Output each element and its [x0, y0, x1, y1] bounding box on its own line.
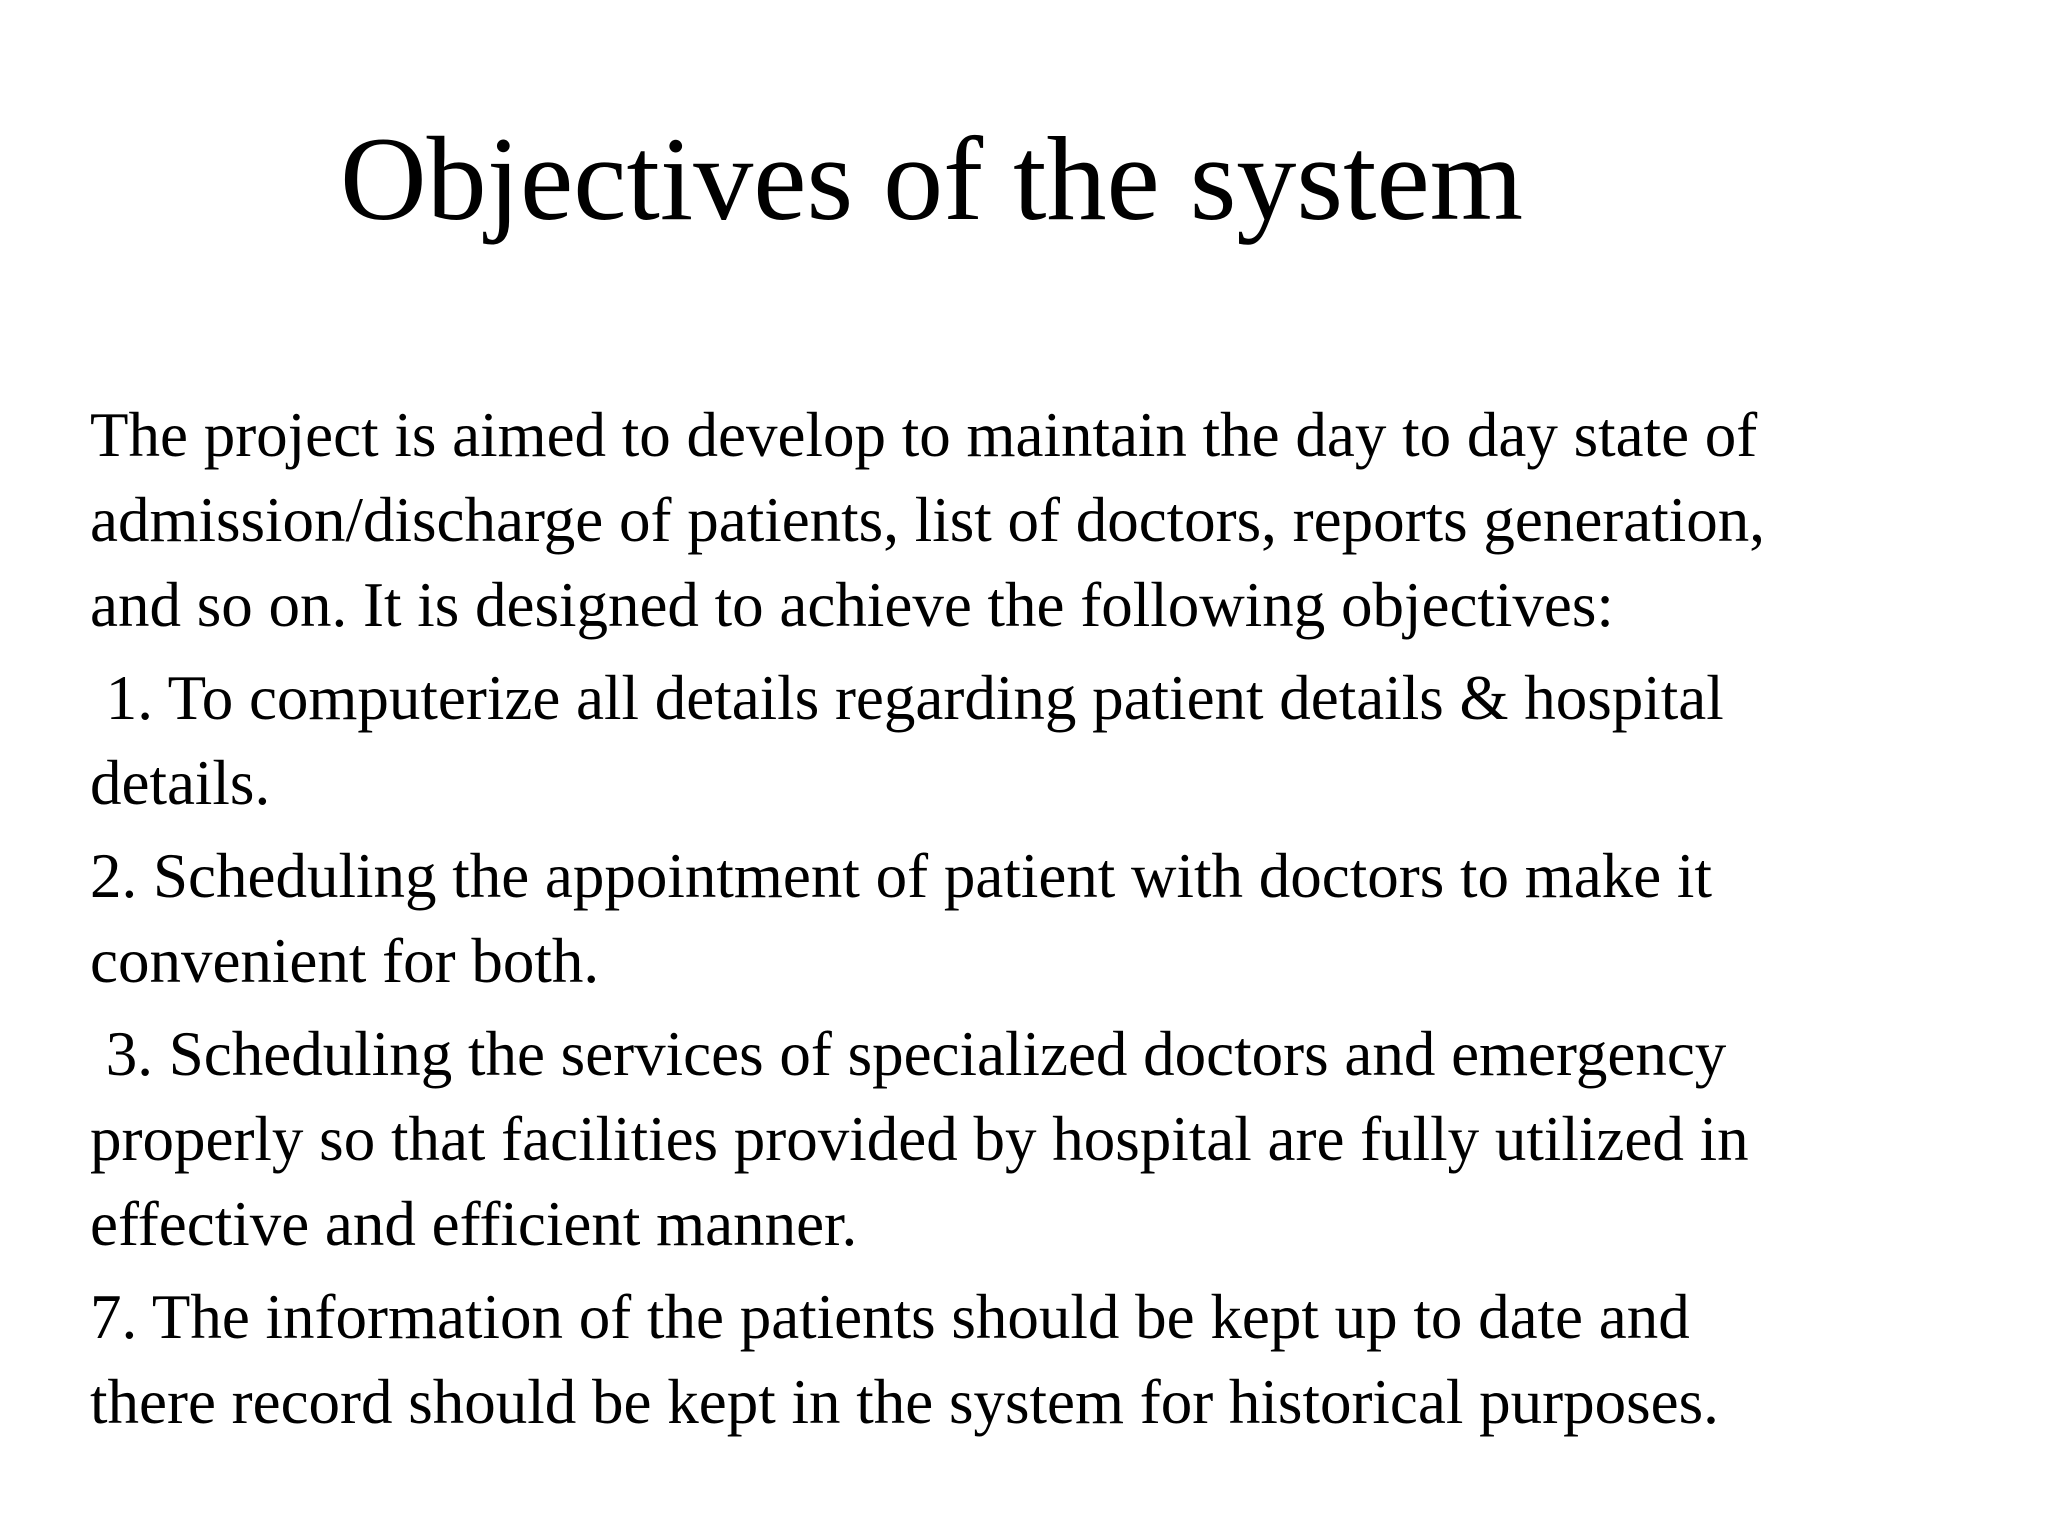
- intro-line: admission/discharge of patients, list of doctors, reports generation,: [90, 485, 1765, 555]
- objective-item-2: [90, 834, 1990, 1004]
- intro-line: and so on. It is designed to achieve the following objectives:: [90, 570, 1614, 640]
- objective-line: there record should be kept in the system for historical purposes.: [90, 1367, 1719, 1437]
- intro-paragraph: [90, 393, 1990, 648]
- objective-item-1: [90, 656, 1990, 826]
- objective-line: 7. The information of the patients should be kept up to date and: [90, 1282, 1690, 1352]
- objective-item-7: [90, 1275, 1990, 1445]
- objective-line: effective and efficient manner.: [90, 1189, 858, 1259]
- objective-line: properly so that facilities provided by hospital are fully utilized in: [90, 1104, 1749, 1174]
- slide-title: Objectives of the system: [340, 112, 1524, 245]
- objective-line: convenient for both.: [90, 926, 600, 996]
- slide-body: [90, 393, 1990, 1453]
- intro-line: The project is aimed to develop to maintain the day to day state of: [90, 400, 1758, 470]
- objective-item-3: [90, 1012, 1990, 1267]
- objective-line: details.: [90, 748, 271, 818]
- objective-line: 2. Scheduling the appointment of patient with doctors to make it: [90, 841, 1712, 911]
- objective-line: 3. Scheduling the services of specialized doctors and emergency: [90, 1019, 1727, 1089]
- objective-line: 1. To computerize all details regarding patient details & hospital: [90, 663, 1724, 733]
